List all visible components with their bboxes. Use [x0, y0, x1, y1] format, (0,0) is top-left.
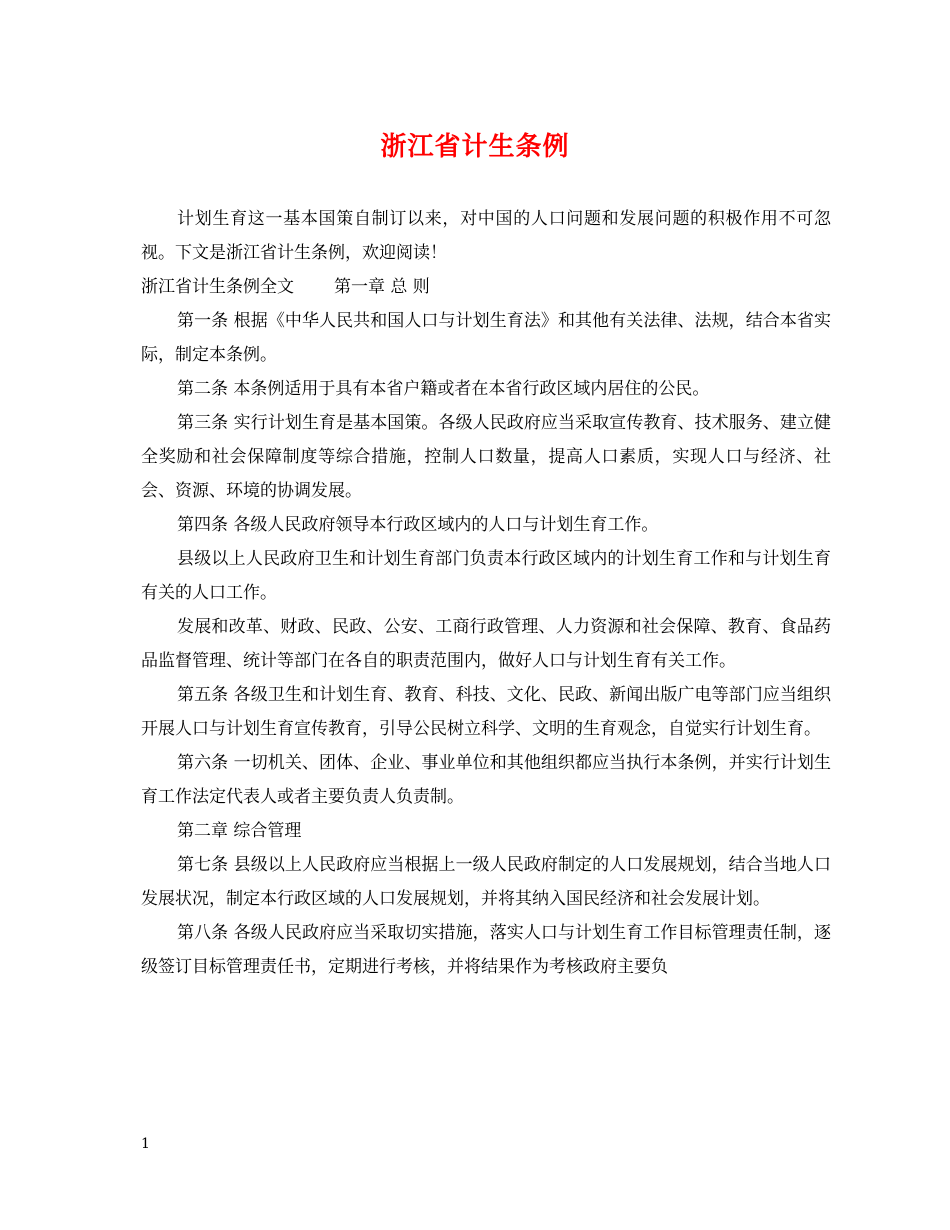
intro-paragraph: 计划生育这一基本国策自制订以来，对中国的人口问题和发展问题的积极作用不可忽视。下文是浙江省计生条例，欢迎阅读！	[141, 209, 831, 263]
article-paragraph: 第五条 各级卫生和计划生育、教育、科技、文化、民政、新闻出版广电等部门应当组织开展人口与计划生育宣传教育，引导公民树立科学、文明的生育观念，自觉实行计划生育。	[141, 685, 831, 739]
page-number: 1	[141, 1136, 150, 1152]
article-paragraph: 第二条 本条例适用于具有本省户籍或者在本省行政区域内居住的公民。	[177, 379, 710, 399]
document-body	[141, 202, 831, 984]
chapter-heading: 第二章 综合管理	[177, 821, 302, 841]
article-paragraph: 第三条 实行计划生育是基本国策。各级人民政府应当采取宣传教育、技术服务、建立健全奖励和社会保障制度等综合措施，控制人口数量，提高人口素质，实现人口与经济、社会、资源、环境的协调发展。	[141, 413, 831, 501]
article-paragraph: 发展和改革、财政、民政、公安、工商行政管理、人力资源和社会保障、教育、食品药品监督管理、统计等部门在各自的职责范围内，做好人口与计划生育有关工作。	[141, 617, 831, 671]
fulltext-heading-line	[141, 270, 831, 304]
fulltext-label: 浙江省计生条例全文	[141, 277, 294, 297]
article-paragraph: 县级以上人民政府卫生和计划生育部门负责本行政区域内的计划生育工作和与计划生育有关的人口工作。	[141, 549, 831, 603]
article-paragraph: 第一条 根据《中华人民共和国人口与计划生育法》和其他有关法律、法规，结合本省实际，制定本条例。	[141, 311, 831, 365]
article-paragraph: 第七条 县级以上人民政府应当根据上一级人民政府制定的人口发展规划，结合当地人口发展状况，制定本行政区域的人口发展规划，并将其纳入国民经济和社会发展计划。	[141, 855, 831, 909]
article-paragraph: 第六条 一切机关、团体、企业、事业单位和其他组织都应当执行本条例，并实行计划生育工作法定代表人或者主要负责人负责制。	[141, 753, 831, 807]
chapter-heading: 第一章 总 则	[334, 277, 430, 297]
article-paragraph: 第四条 各级人民政府领导本行政区域内的人口与计划生育工作。	[177, 515, 659, 535]
document-title: 浙江省计生条例	[380, 132, 570, 162]
article-paragraph: 第八条 各级人民政府应当采取切实措施，落实人口与计划生育工作目标管理责任制，逐级签订目标管理责任书，定期进行考核，并将结果作为考核政府主要负	[141, 923, 831, 977]
